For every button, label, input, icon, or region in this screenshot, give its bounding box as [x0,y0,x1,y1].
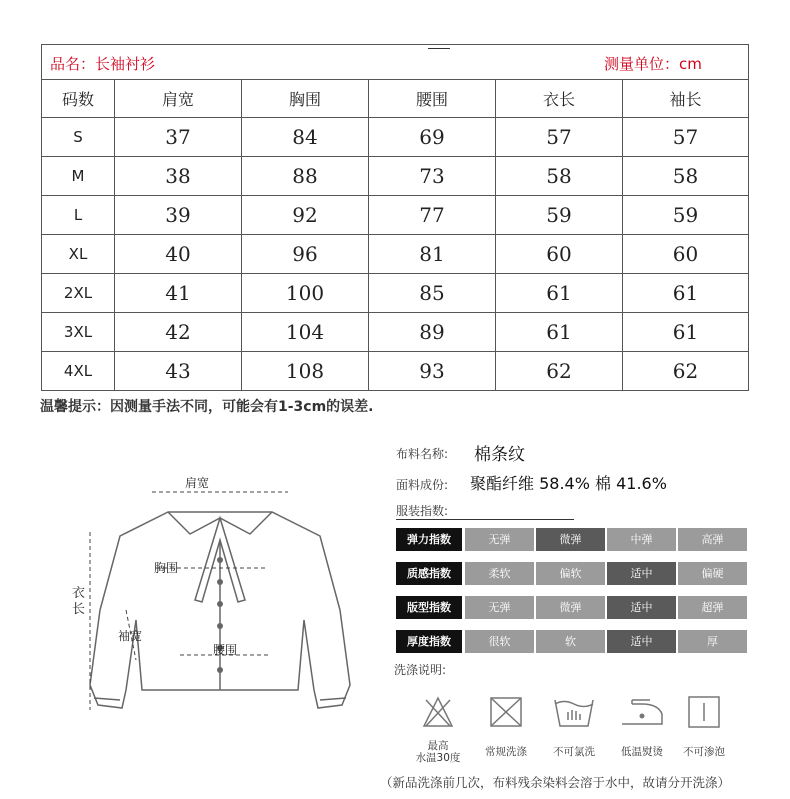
title-divider [428,48,450,49]
sleeve-width-label: 袖宽 [118,629,143,643]
value-cell: 43 [115,352,242,391]
value-cell: 57 [496,118,623,157]
index-title: 服装指数: [396,504,449,518]
index-cell: 无弹 [465,596,534,619]
value-cell: 69 [369,118,496,157]
index-cell: 偏软 [536,562,605,585]
chest-label: 胸围 [154,561,179,575]
fabric-name-label: 布料名称: [396,447,449,461]
value-cell: 38 [115,157,242,196]
size-cell: 4XL [42,352,115,391]
care-label-1a: 最高 [427,740,449,752]
table-row [42,235,749,274]
index-cell: 超弹 [678,596,747,619]
measurement-unit: 测量单位：cm [604,55,702,73]
care-label-1b: 水温30度 [415,752,461,764]
value-cell: 62 [623,352,749,391]
value-cell: 37 [115,118,242,157]
value-cell: 58 [623,157,749,196]
index-cell-active: 适中 [607,596,676,619]
value-cell: 39 [115,196,242,235]
shirt-outline [90,512,350,708]
table-row [42,313,749,352]
header-chest: 胸围 [242,80,369,118]
measurement-tip: 温馨提示：因测量手法不同，可能会有1-3cm的误差. [40,399,374,415]
size-cell: 2XL [42,274,115,313]
wash-title: 洗涤说明: [394,663,447,677]
value-cell: 88 [242,157,369,196]
size-cell: L [42,196,115,235]
index-cell-active: 微弹 [536,528,605,551]
size-cell: M [42,157,115,196]
value-cell: 100 [242,274,369,313]
care-label-2: 常规洗涤 [485,746,527,758]
value-cell: 62 [496,352,623,391]
table-row [42,157,749,196]
index-label-thickness: 厚度指数 [396,630,462,653]
no-soak-icon [686,694,722,730]
value-cell: 96 [242,235,369,274]
hand-wash-30-icon [418,692,458,732]
low-iron-icon [618,696,666,730]
shoulder-label: 肩宽 [185,476,210,490]
length-label-2: 长 [72,602,86,617]
waist-label: 腰围 [213,643,238,657]
product-name: 品名：长袖衬衫 [50,55,156,73]
index-cell: 软 [536,630,605,653]
index-cell: 很软 [465,630,534,653]
care-label-3: 不可氯洗 [553,746,595,758]
value-cell: 93 [369,352,496,391]
table-row [42,352,749,391]
value-cell: 59 [496,196,623,235]
index-cell: 微弹 [536,596,605,619]
header-waist: 腰围 [369,80,496,118]
no-bleach-icon [552,694,596,730]
value-cell: 60 [496,235,623,274]
index-cell: 厚 [678,630,747,653]
index-cell: 无弹 [465,528,534,551]
composition-value: 聚酯纤维 58.4% 棉 41.6% [470,474,667,493]
table-row [42,274,749,313]
value-cell: 59 [623,196,749,235]
value-cell: 84 [242,118,369,157]
fabric-name-value: 棉条纹 [474,445,525,465]
value-cell: 108 [242,352,369,391]
value-cell: 41 [115,274,242,313]
index-cell: 偏硬 [678,562,747,585]
index-label-elasticity: 弹力指数 [396,528,462,551]
value-cell: 85 [369,274,496,313]
size-cell: XL [42,235,115,274]
value-cell: 57 [623,118,749,157]
header-size: 码数 [42,80,115,118]
value-cell: 61 [623,274,749,313]
length-label-1: 衣 [72,586,86,601]
value-cell: 60 [623,235,749,274]
index-cell: 柔软 [465,562,534,585]
care-label-5: 不可渗泡 [683,746,725,758]
care-label-4: 低温熨烫 [621,746,663,758]
table-header-row [42,80,749,118]
value-cell: 61 [623,313,749,352]
index-label-texture: 质感指数 [396,562,462,585]
index-underline [396,519,574,520]
header-shoulder: 肩宽 [115,80,242,118]
value-cell: 104 [242,313,369,352]
header-length: 衣长 [496,80,623,118]
regular-wash-crossed-icon [486,692,526,732]
value-cell: 42 [115,313,242,352]
table-row [42,196,749,235]
value-cell: 89 [369,313,496,352]
value-cell: 77 [369,196,496,235]
value-cell: 61 [496,313,623,352]
value-cell: 58 [496,157,623,196]
size-cell: 3XL [42,313,115,352]
shirt-diagram [60,460,360,760]
header-sleeve: 袖长 [623,80,749,118]
value-cell: 92 [242,196,369,235]
index-cell-active: 适中 [607,630,676,653]
size-table [41,44,749,391]
value-cell: 73 [369,157,496,196]
index-cell: 高弹 [678,528,747,551]
value-cell: 61 [496,274,623,313]
wash-note: （新品洗涤前几次，布料残余染料会溶于水中，故请分开洗涤） [380,775,731,790]
index-cell: 中弹 [607,528,676,551]
value-cell: 40 [115,235,242,274]
value-cell: 81 [369,235,496,274]
index-label-fit: 版型指数 [396,596,462,619]
index-cell-active: 适中 [607,562,676,585]
size-cell: S [42,118,115,157]
table-row [42,118,749,157]
composition-label: 面料成份: [396,478,449,492]
